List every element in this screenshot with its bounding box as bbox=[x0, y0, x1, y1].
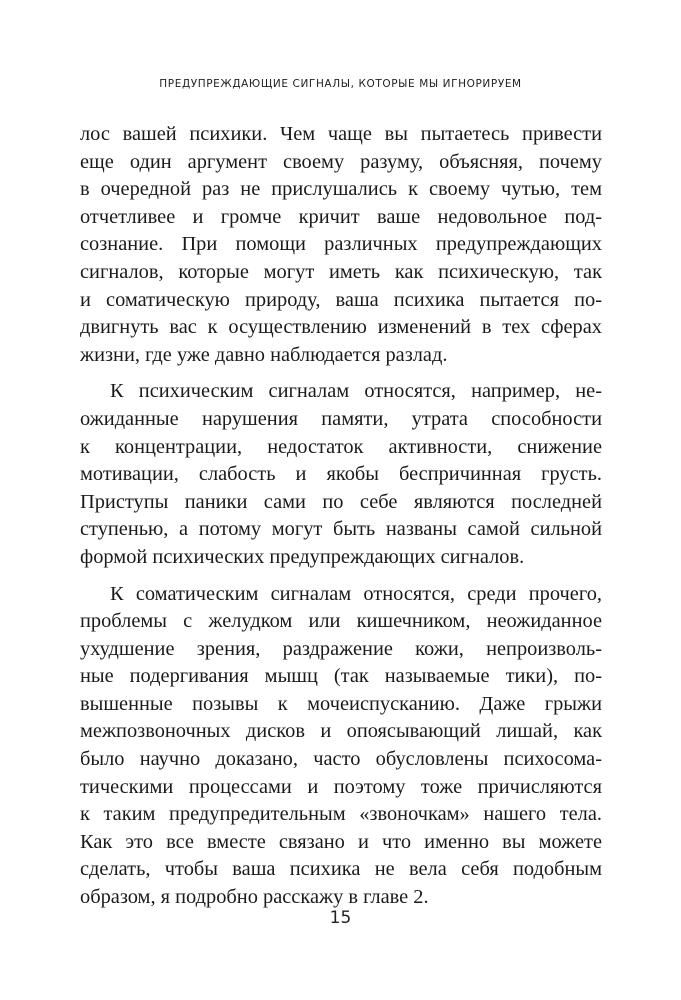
running-header: ПРЕДУПРЕЖДАЮЩИЕ СИГНАЛЫ, КОТОРЫЕ МЫ ИГНОРИРУЕМ bbox=[159, 78, 522, 90]
text-line: Как это все вместе связано и что именно вы можете bbox=[80, 830, 602, 853]
text-line: к таким предупредительным «звоночкам» нашего тела. bbox=[80, 803, 602, 826]
paragraph-2 bbox=[80, 378, 602, 571]
text-line: формой психических предупреждающих сигналов. bbox=[80, 545, 525, 568]
text-line: в очередной раз не прислушались к своему чутью, тем bbox=[80, 178, 602, 201]
text-line: лос вашей психики. Чем чаще вы пытаетесь привести bbox=[80, 123, 602, 145]
body-text bbox=[80, 121, 602, 912]
text-line: ные подергивания мышц (так называемые тики), по- bbox=[80, 665, 602, 688]
text-line: Приступы паники сами по себе являются последней bbox=[80, 490, 602, 513]
text-line: жизни, где уже давно наблюдается разлад. bbox=[80, 343, 448, 366]
page-number: 15 bbox=[329, 908, 352, 928]
text-line: ожиданные нарушения памяти, утрата способности bbox=[80, 407, 602, 430]
text-line: было научно доказано, часто обусловлены психосома- bbox=[80, 748, 602, 771]
text-line: сигналов, которые могут иметь как психическую, так bbox=[80, 260, 602, 283]
text-line: ступенью, а потому могут быть названы самой сильной bbox=[80, 518, 602, 541]
text-line: мотивации, слабость и якобы беспричинная грусть. bbox=[80, 463, 602, 486]
text-line: и соматическую природу, ваша психика пытается по- bbox=[80, 288, 602, 311]
text-line: еще один аргумент своему разуму, объясняя, почему bbox=[80, 150, 602, 173]
text-line: тическими процессами и поэтому тоже причисляются bbox=[80, 775, 602, 798]
text-line: К соматическим сигналам относятся, среди прочего, bbox=[110, 582, 602, 605]
text-line: К психическим сигналам относятся, например, не- bbox=[110, 380, 602, 403]
text-line: сделать, чтобы ваша психика не вела себя подобным bbox=[80, 858, 602, 881]
text-line: проблемы с желудком или кишечником, неожиданное bbox=[80, 610, 602, 633]
text-line: межпозвоночных дисков и опоясывающий лишай, как bbox=[80, 720, 602, 743]
text-line: ухудшение зрения, раздражение кожи, непроизволь- bbox=[80, 637, 602, 660]
text-line: образом, я подробно расскажу в главе 2. bbox=[80, 886, 429, 909]
text-line: отчетливее и громче кричит ваше недовольное под- bbox=[80, 205, 602, 228]
paragraph-1 bbox=[80, 121, 602, 369]
text-line: вышенные позывы к мочеиспусканию. Даже грыжи bbox=[80, 692, 602, 715]
text-line: двигнуть вас к осуществлению изменений в тех сферах bbox=[80, 316, 602, 339]
text-line: сознание. При помощи различных предупреждающих bbox=[80, 233, 602, 256]
paragraph-3 bbox=[80, 581, 602, 912]
text-line: к концентрации, недостаток активности, снижение bbox=[80, 435, 602, 458]
